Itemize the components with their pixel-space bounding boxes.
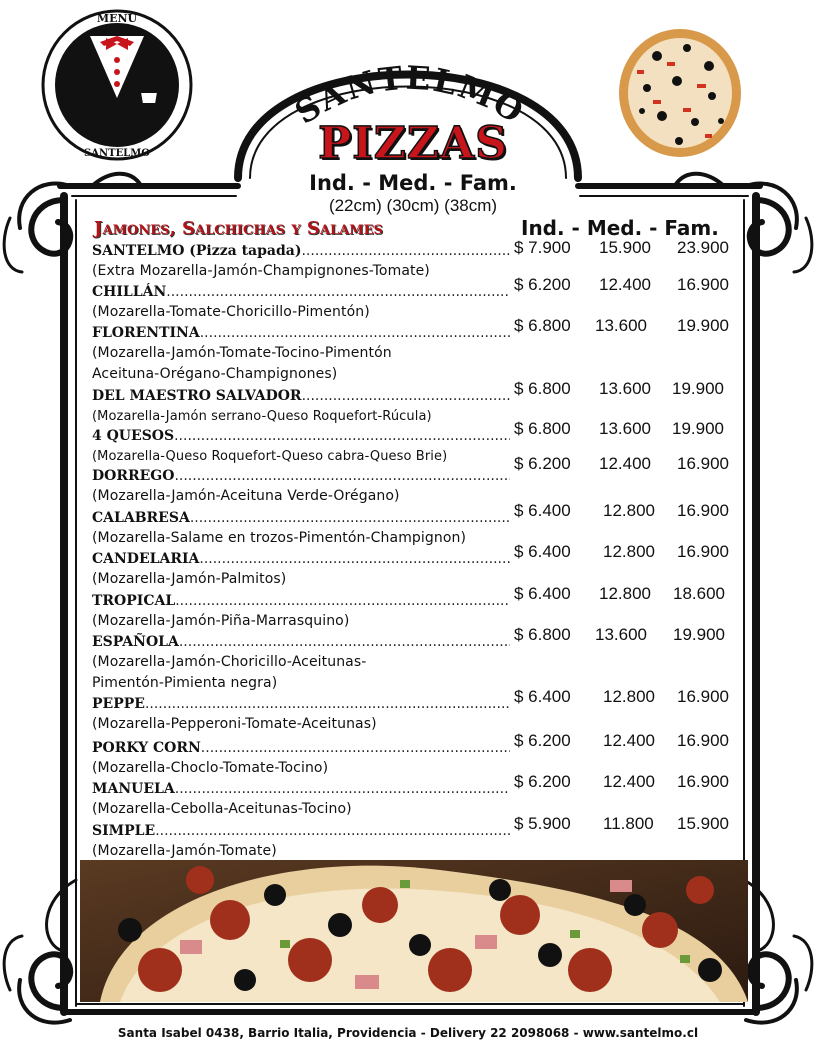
tuxedo-logo-icon (40, 8, 194, 162)
item-description: (Mozarella-Jamón-Palmitos) (92, 571, 287, 587)
footer-address: Santa Isabel 0438, Barrio Italia, Providencia - Delivery 22 2098068 - www.santelmo.cl (117, 1026, 699, 1040)
price-fam: 16.900 (677, 501, 729, 520)
item-name: DORREGO (92, 468, 175, 484)
menu-item (92, 275, 748, 323)
price-fam: 15.900 (677, 814, 729, 833)
price-fam: 16.900 (677, 454, 729, 473)
item-name: SIMPLE (92, 823, 156, 839)
menu-item (92, 316, 748, 385)
price-med: 13.600 (595, 625, 647, 644)
price-fam: 16.900 (677, 731, 729, 750)
price-med: 15.900 (599, 238, 651, 257)
price-med: 12.400 (603, 772, 655, 791)
sizes-heading: Ind. - Med. - Fam. (309, 171, 517, 195)
item-description: (Mozarella-Queso Roquefort-Queso cabra-Queso Brie) (92, 449, 448, 464)
price-med: 12.800 (603, 687, 655, 706)
price-ind: $ 5.900 (514, 814, 571, 833)
item-name: CALABRESA (92, 510, 190, 526)
menu-item (92, 814, 748, 862)
price-ind: $ 6.200 (514, 731, 571, 750)
price-med: 12.400 (599, 454, 651, 473)
pizza-closeup-photo (80, 860, 748, 1002)
item-description: (Mozarella-Choclo-Tomate-Tocino) (92, 760, 329, 776)
price-ind: $ 6.400 (514, 542, 571, 561)
item-name: CANDELARIA (92, 551, 200, 567)
section-title: Jamones, Salchichas y Salames (94, 218, 383, 239)
pizza-photo-icon (617, 26, 743, 160)
price-med: 12.800 (603, 542, 655, 561)
item-description: (Mozarella-Salame en trozos-Pimentón-Champignon) (92, 530, 467, 546)
menu-item (92, 625, 748, 694)
price-ind: $ 6.800 (514, 419, 571, 438)
item-name: TROPICAL (92, 593, 176, 609)
price-fam: 23.900 (677, 238, 729, 257)
item-description: (Mozarella-Jamón-Choricillo-Aceitunas- (92, 654, 367, 670)
item-name: MANUELA (92, 781, 175, 797)
item-name: SANTELMO (Pizza tapada) (92, 243, 302, 259)
price-fam: 16.900 (677, 687, 729, 706)
item-description: (Mozarella-Cebolla-Aceitunas-Tocino) (92, 801, 352, 817)
item-name: DEL MAESTRO SALVADOR (92, 388, 302, 404)
price-fam: 19.900 (672, 419, 724, 438)
page-title: PIZZAS (318, 118, 508, 169)
price-ind: $ 6.200 (514, 275, 571, 294)
price-med: 13.600 (595, 316, 647, 335)
sizes-cm: (22cm) (30cm) (38cm) (328, 196, 498, 215)
price-ind: $ 6.800 (514, 625, 571, 644)
item-description: (Mozarella-Jamón-Tomate-Tocino-Pimentón (92, 345, 392, 361)
price-med: 12.400 (599, 275, 651, 294)
menu-item (92, 687, 748, 735)
item-name: PORKY CORN (92, 740, 201, 756)
price-ind: $ 7.900 (514, 238, 571, 257)
item-description: (Mozarella-Tomate-Choricillo-Pimentón) (92, 304, 370, 320)
item-name: FLORENTINA (92, 325, 200, 341)
price-med: 13.600 (599, 419, 651, 438)
price-med: 11.800 (603, 814, 654, 833)
price-med: 12.400 (603, 731, 655, 750)
item-description: (Mozarella-Pepperoni-Tomate-Aceitunas) (92, 716, 377, 732)
brand-name-text: SANTELMO (288, 58, 532, 132)
price-ind: $ 6.400 (514, 687, 571, 706)
item-name: PEPPE (92, 696, 145, 712)
item-description: (Extra Mozarella-Jamón-Champignones-Tomate) (92, 263, 430, 279)
menu-item (92, 584, 748, 632)
item-description: Aceituna-Orégano-Champignones) (92, 366, 338, 382)
price-fam: 19.900 (672, 379, 724, 398)
item-name: 4 QUESOS (92, 428, 175, 444)
price-ind: $ 6.800 (514, 316, 571, 335)
item-description: (Mozarella-Jamón-Tomate) (92, 843, 277, 859)
price-med: 12.800 (603, 501, 655, 520)
price-ind: $ 6.400 (514, 584, 571, 603)
item-description: Pimentón-Pimienta negra) (92, 675, 278, 691)
price-ind: $ 6.400 (514, 501, 571, 520)
price-fam: 18.600 (673, 584, 725, 603)
item-description: (Mozarella-Jamón-Piña-Marrasquino) (92, 613, 350, 629)
logo-top-text: MENÚ (96, 12, 138, 25)
price-med: 12.800 (599, 584, 651, 603)
price-ind: $ 6.800 (514, 379, 571, 398)
price-fam: 16.900 (677, 542, 729, 561)
price-fam: 19.900 (677, 316, 729, 335)
logo-bottom-text: SANTELMO (84, 148, 150, 159)
price-fam: 16.900 (677, 275, 729, 294)
price-med: 13.600 (599, 379, 651, 398)
price-fam: 16.900 (677, 772, 729, 791)
price-ind: $ 6.200 (514, 772, 571, 791)
item-description: (Mozarella-Jamón serrano-Queso Roquefort-Rúcula) (92, 409, 432, 424)
price-ind: $ 6.200 (514, 454, 571, 473)
item-description: (Mozarella-Jamón-Aceituna Verde-Orégano) (92, 488, 400, 504)
price-column-heading: Ind. - Med. - Fam. (521, 216, 719, 240)
item-name: ESPAÑOLA (92, 634, 179, 650)
price-fam: 19.900 (673, 625, 725, 644)
item-name: CHILLÁN (92, 284, 167, 300)
